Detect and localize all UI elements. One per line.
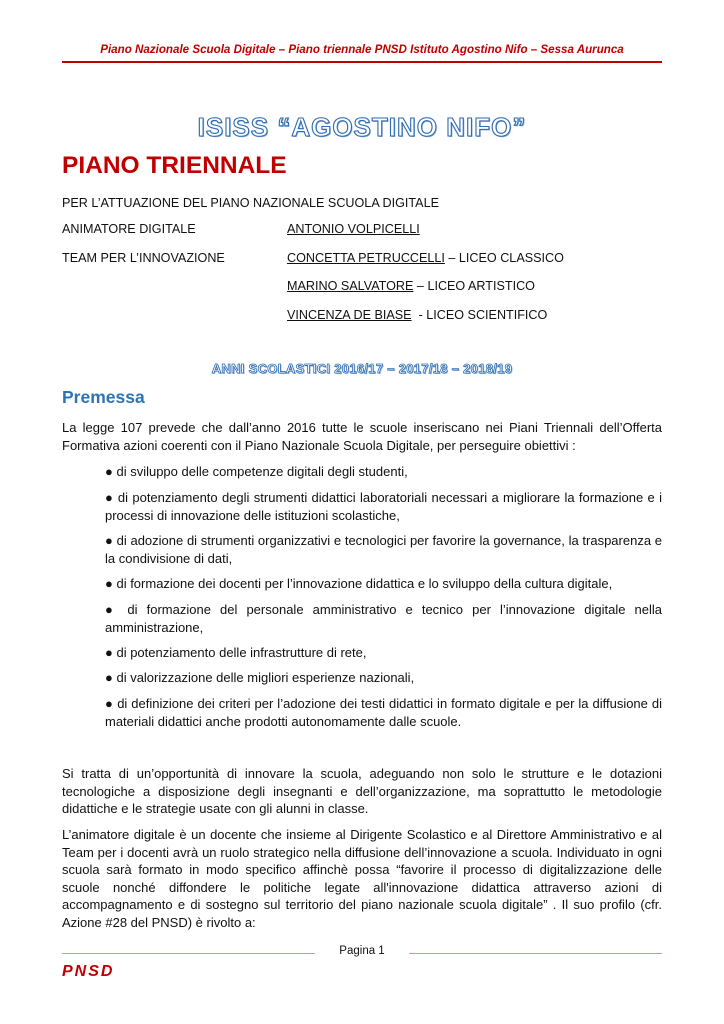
header-rule <box>62 61 662 63</box>
page-number: Pagina 1 <box>339 945 385 957</box>
team-member-school: – LICEO CLASSICO <box>444 251 564 265</box>
team-label: TEAM PER L’INNOVAZIONE <box>62 251 225 265</box>
team-member-name: MARINO SALVATORE <box>287 279 414 293</box>
team-member-name: VINCENZA DE BIASE <box>287 308 412 322</box>
team-member-name: CONCETTA PETRUCCELLI <box>287 251 445 265</box>
objective-bullet: ● di potenziamento delle infrastrutture di rete, <box>105 645 367 660</box>
team-member <box>287 308 547 322</box>
school-years: ANNI SCOLASTICI 2016/17 – 2017/18 – 2018/19 <box>211 361 513 376</box>
section-heading: Premessa <box>62 387 145 407</box>
objective-bullet: ● di definizione dei criteri per l’adozione dei testi didattici in formato digitale e per la diffusione di materiali didattici anche prodotti autonomamente dalle scuole. <box>105 696 662 729</box>
animatore-name-text: ANTONIO VOLPICELLI <box>287 222 420 236</box>
body-paragraph: L’animatore digitale è un docente che insieme al Dirigente Scolastico e al Direttore Amministrativo e al Team per i docenti avrà un ruolo strategico nella diffusione dell’innovazione a scuola. Individuato in ogni scuola sarà formato in modo specifico affinchè possa “favorire il processo di digitalizzazione delle scuole nonché diffondere le politiche legate all'innovazione didattica attraverso azioni di accompagnamento e di sostegno sul territorio del piano nazionale scuola digitale” . Il suo profilo (cfr. Azione #28 del PNSD) è rivolto a: <box>62 827 662 930</box>
objective-bullet: ● di sviluppo delle competenze digitali degli studenti, <box>105 464 408 479</box>
objective-bullet: ● di formazione dei docenti per l’innovazione didattica e lo sviluppo della cultura digitale, <box>105 576 613 591</box>
team-member <box>287 251 564 265</box>
footer-brand: PNSD <box>62 963 115 980</box>
running-header: Piano Nazionale Scuola Digitale – Piano triennale PNSD Istituto Agostino Nifo – Sessa Aurunca <box>100 43 624 56</box>
objective-bullet: ● di adozione di strumenti organizzativi e tecnologici per favorire la governance, la trasparenza e la condivisione di dati, <box>105 533 662 566</box>
objective-bullet: ● di formazione del personale amministrativo e tecnico per l’innovazione digitale nella amministrazione, <box>105 602 662 635</box>
objective-bullet: ● di potenziamento degli strumenti didattici laboratoriali necessari a migliorare la formazione e i processi di innovazione delle istituzioni scolastiche, <box>105 490 662 523</box>
animatore-label: ANIMATORE DIGITALE <box>62 222 196 236</box>
school-name: ISISS “AGOSTINO NIFO” <box>197 112 527 142</box>
document-subtitle: PER L’ATTUAZIONE DEL PIANO NAZIONALE SCUOLA DIGITALE <box>62 196 439 210</box>
body-paragraph: Si tratta di un’opportunità di innovare la scuola, adeguando non solo le strutture e le dotazioni tecnologiche a disposizione degli insegnanti e dell’organizzazione, ma soprattutto le metodologie didattiche e le strategie usate con gli alunni in classe. <box>62 766 662 816</box>
team-member <box>287 279 535 293</box>
footer-rule-left <box>62 953 315 954</box>
footer-rule-right <box>409 953 662 954</box>
intro-paragraph: La legge 107 prevede che dall’anno 2016 tutte le scuole inseriscano nei Piani Triennali dell’Offerta Formativa azioni coerenti con il Piano Nazionale Scuola Digitale, per perseguire obiettivi : <box>62 420 662 453</box>
team-member-school: - LICEO SCIENTIFICO <box>411 308 548 322</box>
objective-bullet: ● di valorizzazione delle migliori esperienze nazionali, <box>105 670 415 685</box>
team-member-school: – LICEO ARTISTICO <box>413 279 535 293</box>
animatore-name <box>287 222 420 236</box>
document-title: PIANO TRIENNALE <box>62 152 287 179</box>
